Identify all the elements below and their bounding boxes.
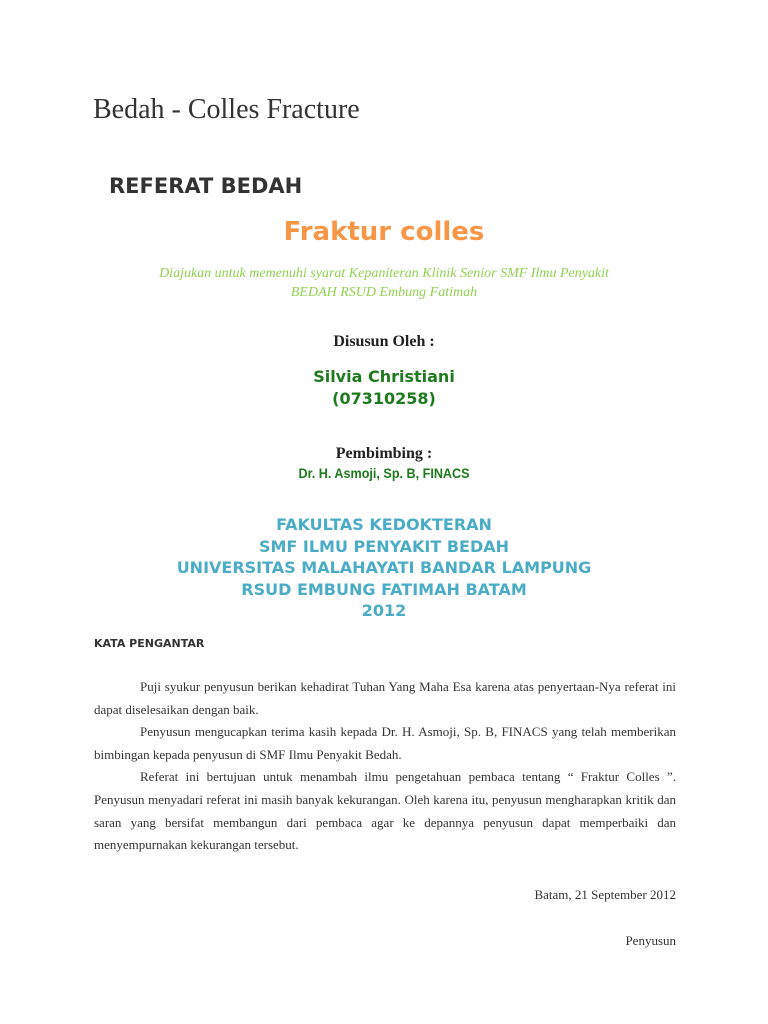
- purpose-line: BEDAH RSUD Embung Fatimah: [290, 285, 478, 300]
- place-date: Batam, 21 September 2012: [534, 887, 676, 902]
- foreword-paragraph: Referat ini bertujuan untuk menambah ilmu pengetahuan pembaca tentang “ Fraktur Colles ”. Penyusun menyadari referat ini masih banyak kekurangan. Oleh karena itu, penyusun mengharapkan kritik dan saran yang bersifat membangun dari pembaca agar ke depannya penyusun dapat memperbaiki dan menyempurnakan kekurangan tersebut.: [94, 769, 676, 853]
- author-block: [0, 366, 768, 410]
- advisor-label: Pembimbing :: [335, 445, 433, 462]
- institution-line: RSUD EMBUNG FATIMAH BATAM: [241, 579, 527, 599]
- institution-line: FAKULTAS KEDOKTERAN: [276, 515, 492, 534]
- institution-year: 2012: [361, 601, 407, 620]
- institution-block: [0, 514, 768, 622]
- institution-line: SMF ILMU PENYAKIT BEDAH: [258, 536, 510, 556]
- purpose-line: Diajukan untuk memenuhi syarat Kepaniteran Klinik Senior SMF Ilmu Penyakit: [159, 266, 609, 281]
- advisor-name: Dr. H. Asmoji, Sp. B, FINACS: [298, 465, 470, 481]
- referat-heading: REFERAT BEDAH: [109, 174, 303, 198]
- author-name: Silvia Christiani: [313, 367, 455, 386]
- document-title: Bedah - Colles Fracture: [93, 94, 360, 125]
- institution-line: UNIVERSITAS MALAHAYATI BANDAR LAMPUNG: [176, 558, 592, 577]
- author-id: (07310258): [332, 389, 436, 408]
- foreword-body: [94, 676, 676, 857]
- author-label: Disusun Oleh :: [333, 333, 435, 350]
- signature-label: Penyusun: [625, 933, 676, 948]
- foreword-paragraph: Penyusun mengucapkan terima kasih kepada Dr. H. Asmoji, Sp. B, FINACS yang telah memberikan bimbingan kepada penyusun di SMF Ilmu Penyakit Bedah.: [94, 724, 676, 762]
- subject-title: Fraktur colles: [283, 217, 485, 247]
- foreword-paragraph: Puji syukur penyusun berikan kehadirat Tuhan Yang Maha Esa karena atas penyertaan-Nya referat ini dapat diselesaikan dengan baik.: [94, 679, 676, 717]
- purpose-statement: [0, 264, 768, 302]
- foreword-heading: KATA PENGANTAR: [94, 637, 205, 650]
